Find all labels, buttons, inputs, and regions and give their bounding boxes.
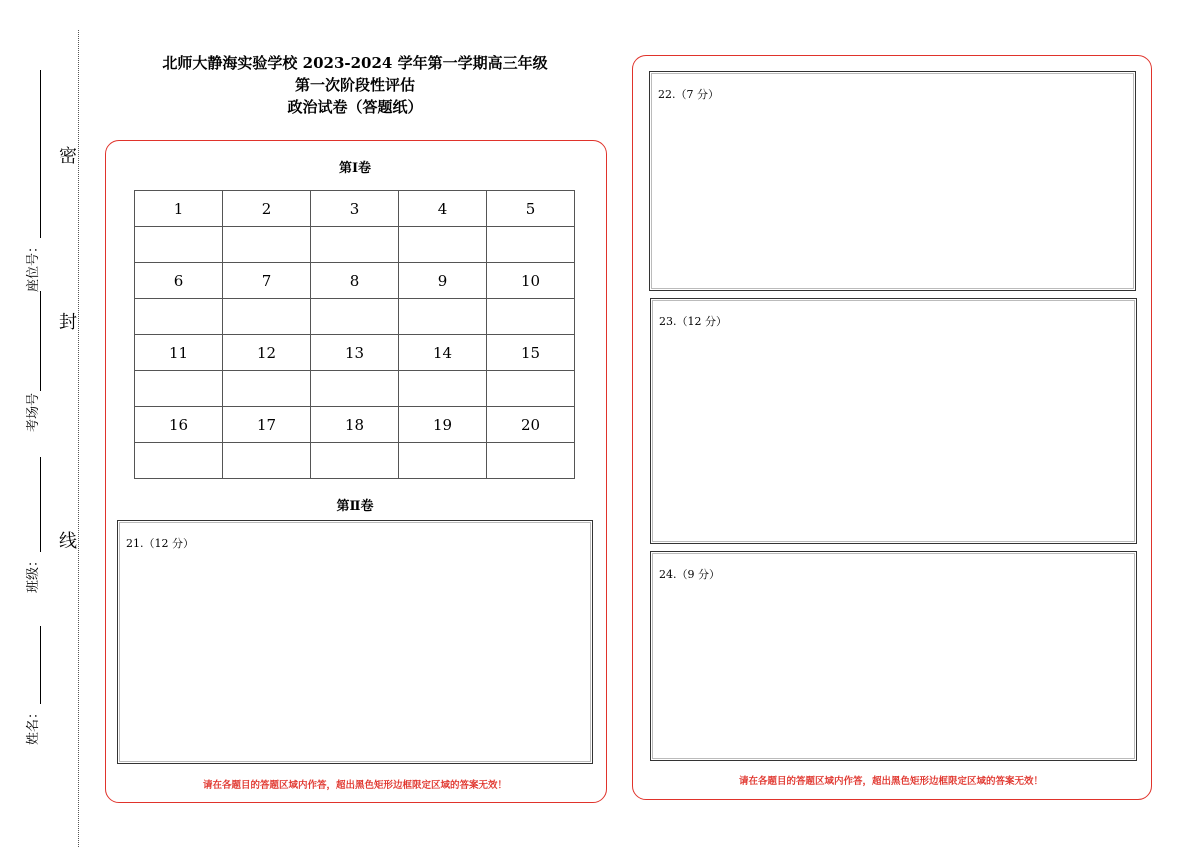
question-label-q21: 21.（12 分） (126, 537, 194, 550)
warning-text-left: 请在各题目的答题区域内作答，超出黑色矩形边框限定区域的答案无效！ (202, 780, 507, 791)
binding-dotted-line (78, 30, 79, 847)
class-line[interactable] (30, 457, 41, 552)
seat-number-label: 座位号： (26, 239, 41, 292)
question-number: 15 (487, 335, 575, 371)
answer-cell[interactable] (135, 299, 223, 335)
student-name-line[interactable] (30, 626, 41, 704)
question-number: 11 (135, 335, 223, 371)
part2-title: 第Ⅱ卷 (336, 499, 374, 514)
answer-box-q22[interactable] (649, 71, 1136, 291)
answer-cell[interactable] (223, 443, 311, 479)
warning-text-right: 请在各题目的答题区域内作答，超出黑色矩形边框限定区域的答案无效！ (738, 776, 1043, 787)
student-name-label: 姓名： (26, 705, 41, 745)
seat-number-line[interactable] (30, 70, 41, 238)
exam-room-line[interactable] (30, 291, 41, 391)
exam-room-label: 考场号 (26, 392, 41, 432)
question-number: 3 (311, 191, 399, 227)
answer-cell[interactable] (311, 299, 399, 335)
answer-cell[interactable] (223, 299, 311, 335)
question-number: 19 (399, 407, 487, 443)
answer-cell[interactable] (487, 299, 575, 335)
question-number: 16 (135, 407, 223, 443)
exam-room-field[interactable] (22, 291, 41, 432)
question-number: 9 (399, 263, 487, 299)
answer-box-q24[interactable] (650, 551, 1137, 761)
question-number: 4 (399, 191, 487, 227)
seal-char-feng: 封 (59, 312, 77, 333)
answer-cell[interactable] (135, 227, 223, 263)
answer-cell[interactable] (399, 371, 487, 407)
question-number: 17 (223, 407, 311, 443)
question-number: 8 (311, 263, 399, 299)
answer-cell[interactable] (135, 443, 223, 479)
answer-cell[interactable] (223, 371, 311, 407)
answer-cell[interactable] (487, 371, 575, 407)
question-number: 5 (487, 191, 575, 227)
header-exam-line: 第一次阶段性评估 (294, 76, 415, 94)
answer-cell[interactable] (487, 227, 575, 263)
answer-cell[interactable] (311, 443, 399, 479)
answer-box-q23[interactable] (650, 298, 1137, 544)
answer-cell[interactable] (135, 371, 223, 407)
question-number: 13 (311, 335, 399, 371)
answer-cell[interactable] (311, 227, 399, 263)
seal-char-mi: 密 (59, 146, 77, 167)
answer-cell[interactable] (399, 227, 487, 263)
class-label: 班级： (26, 553, 41, 593)
question-number: 12 (223, 335, 311, 371)
answer-box-q21[interactable] (117, 520, 593, 764)
answer-cell[interactable] (399, 443, 487, 479)
question-number: 14 (399, 335, 487, 371)
answer-cell[interactable] (399, 299, 487, 335)
seat-number-field[interactable] (22, 70, 41, 292)
question-label-q24: 24.（9 分） (659, 568, 720, 581)
header-school-line: 北师大静海实验学校 2023-2024 学年第一学期高三年级 (162, 54, 548, 72)
question-label-q23: 23.（12 分） (659, 315, 727, 328)
question-number: 20 (487, 407, 575, 443)
question-number: 7 (223, 263, 311, 299)
answer-cell[interactable] (487, 443, 575, 479)
question-number: 1 (135, 191, 223, 227)
class-field[interactable] (22, 457, 41, 593)
question-number: 2 (223, 191, 311, 227)
question-number: 18 (311, 407, 399, 443)
header-subject-line: 政治试卷（答题纸） (287, 98, 423, 116)
question-number: 6 (135, 263, 223, 299)
student-name-field[interactable] (22, 626, 41, 745)
question-label-q22: 22.（7 分） (658, 88, 719, 101)
question-number: 10 (487, 263, 575, 299)
part1-title: 第Ⅰ卷 (338, 161, 372, 176)
page-header (105, 52, 605, 118)
choice-answer-table (134, 190, 575, 479)
answer-cell[interactable] (311, 371, 399, 407)
answer-cell[interactable] (223, 227, 311, 263)
seal-char-xian: 线 (59, 531, 77, 552)
